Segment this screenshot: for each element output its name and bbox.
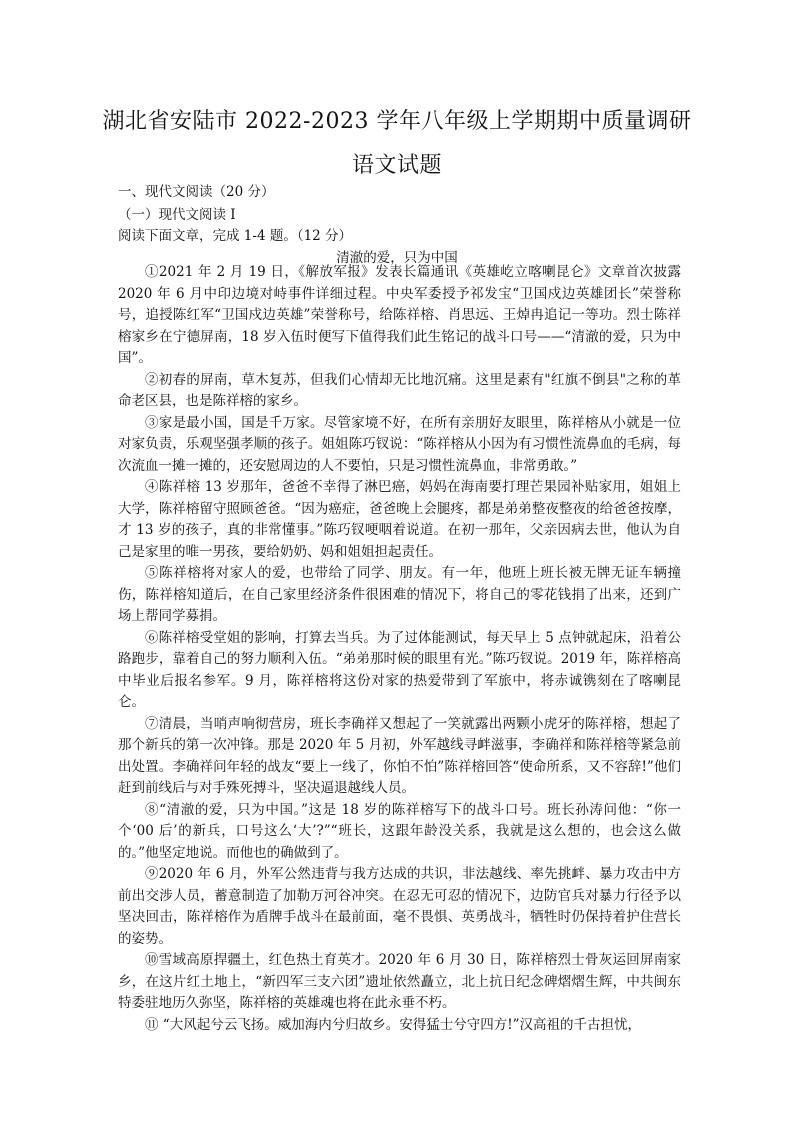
paragraph: ①2021 年 2 月 19 日，《解放军报》发表长篇通讯《英雄屹立喀喇昆仑》文章首次披露 2020 年 6 月中印边境对峙事件详细过程。中央军委授予祁发宝“卫国戍边英雄团长”荣誉称号，追授陈红军“卫国戍边英雄”荣誉称号，给陈祥榕、肖思远、王焯冉追记一等功。烈士陈祥榕家乡在宁德屏南，18 岁入伍时便写下值得我们此生铭记的战斗口号——“清澈的爱，只为中国”。 xyxy=(118,264,681,366)
reading-instruction: 阅读下面文章，完成 1-4 题。（12 分） xyxy=(118,228,353,244)
paragraph: ⑪ “大风起兮云飞扬。威加海内兮归故乡。安得猛士兮守四方!”汉高祖的千古担忧， xyxy=(145,1016,642,1033)
exam-subject: 语文试题 xyxy=(351,153,442,178)
paragraph: ⑦清晨，当哨声响彻营房，班长李确祥又想起了一笑就露出两颗小虎牙的陈祥榕，想起了那个新兵的第一次冲锋。那是 2020 年 5 月初，外军越线寻衅滋事，李确祥和陈祥榕等紧急前出处置。李确祥问年轻的战友“要上一线了，你怕不怕”陈祥榕回答“使命所系，又不容辞!”他们赶到前线后与对手殊死搏斗，坚决逼退越线人员。 xyxy=(118,715,681,796)
paragraph: ⑨2020 年 6 月，外军公然违背与我方达成的共识，非法越线、率先挑衅、暴力攻击中方前出交涉人员，蓄意制造了加勒万河谷冲突。在忍无可忍的情况下，边防官兵对暴力行径予以坚决回击，陈祥榕作为盾牌手战斗在最前面，毫不畏惧、英勇战斗，牺牲时仍保持着护住营长的姿势。 xyxy=(118,866,681,947)
exam-title: 湖北省安陆市 2022-2023 学年八年级上学期期中质量调研 xyxy=(102,109,692,134)
article-body xyxy=(118,262,681,1036)
paragraph: ⑩雪域高原捍疆土，红色热土育英才。2020 年 6 月 30 日，陈祥榕烈士骨灰运回屏南家乡，在这片红土地上，“新四军三支六团”遗址依然矗立，北上抗日纪念碑熠熠生辉，中共闽东特委驻地历久弥坚，陈祥榕的英雄魂也将在此永垂不朽。 xyxy=(118,952,681,1011)
subsection-heading: （一）现代文阅读 I xyxy=(118,207,236,223)
paragraph: ⑧“清澈的爱，只为中国。”这是 18 岁的陈祥榕写下的战斗口号。班长孙涛问他：“你一个‘00 后’的新兵，口号这么‘大’?”“班长，这跟年龄没关系，我就是这么想的，也会这么做的。”他坚定地说。而他也的确做到了。 xyxy=(118,801,681,861)
section-heading: 一、现代文阅读（20 分） xyxy=(118,184,275,200)
paragraph: ④陈祥榕 13 岁那年，爸爸不幸得了淋巴癌，妈妈在海南要打理芒果园补贴家用，姐姐上大学，陈祥榕留守照顾爸爸。“因为癌症，爸爸晚上会腿疼，都是弟弟整夜整夜的给爸爸按摩，才 13 岁的孩子，真的非常懂事。”陈巧钗哽咽着说道。在初一那年，父亲因病去世，他认为自己是家里的唯一男孩，要给奶奶、妈和姐姐担起责任。 xyxy=(118,479,681,560)
paragraph: ⑥陈祥榕受堂姐的影响，打算去当兵。为了过体能测试，每天早上 5 点钟就起床，沿着公路跑步，靠着自己的努力顺利入伍。“弟弟那时候的眼里有光。”陈巧钗说。2019 年，陈祥榕高中毕业后报名参军。9 月，陈祥榕将这份对家的热爱带到了军旅中，将赤诚镌刻在了喀喇昆仑。 xyxy=(118,629,681,710)
paragraph: ③家是最小国，国是千万家。尽管家境不好，在所有亲朋好友眼里，陈祥榕从小就是一位对家负责，乐观坚强孝顺的孩子。姐姐陈巧钗说：“陈祥榕从小因为有习惯性流鼻血的毛病，每次流血一摊一摊的，还安慰周边的人不要怕，只是习惯性流鼻血，非常勇敢。” xyxy=(118,414,681,474)
paragraph: ⑤陈祥榕将对家人的爱，也带给了同学、朋友。有一年，他班上班长被无牌无证车辆撞伤，陈祥榕知道后，在自己家里经济条件很困难的情况下，将自己的零花钱捐了出来，还到广场上帮同学募捐。 xyxy=(118,565,681,624)
article-title: 清澈的爱，只为中国 xyxy=(336,250,458,266)
paragraph: ②初春的屏南，草木复苏，但我们心情却无比地沉痛。这里是素有"红旗不倒县"之称的革命老区县，也是陈祥榕的家乡。 xyxy=(118,371,681,409)
